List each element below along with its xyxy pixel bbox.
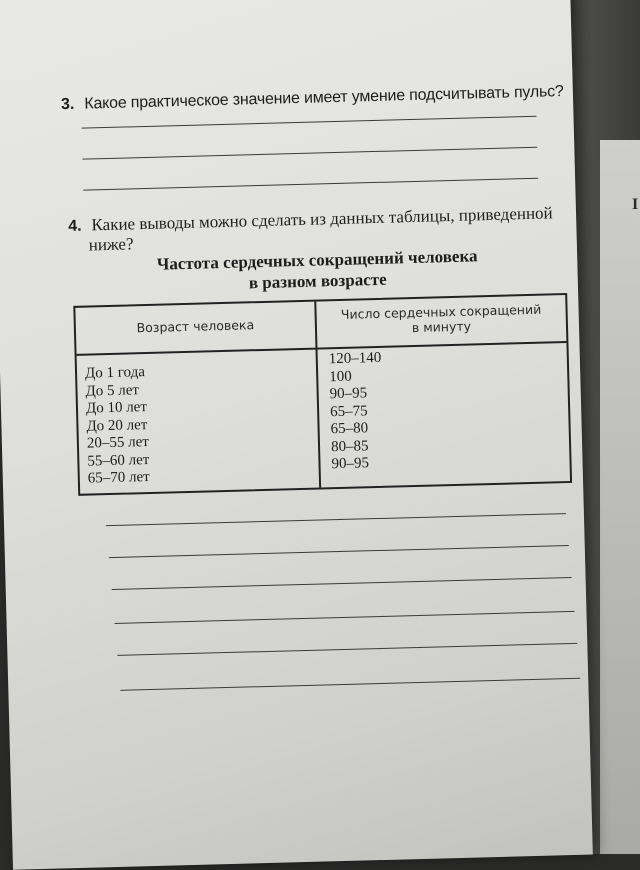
age-list — [85, 360, 308, 488]
table-title-line-2: в разном возрасте — [248, 269, 387, 293]
column-header-age: Возраст человека — [136, 317, 255, 336]
age-cell: 20–55 лет — [86, 433, 150, 452]
question-number: 3. — [60, 95, 75, 114]
question-3 — [61, 83, 564, 114]
answer-line[interactable] — [106, 513, 566, 526]
rate-cell: 100 — [329, 368, 352, 385]
heart-rate-table — [73, 293, 572, 496]
question-text: Какие выводы можно сделать из данных таблицы, приведенной — [91, 203, 553, 235]
column-header-rate-line-1: Число сердечных сокращений — [340, 301, 542, 322]
answer-line[interactable] — [112, 577, 572, 590]
age-cell: До 10 лет — [85, 399, 148, 417]
question-4 — [68, 203, 553, 236]
answer-line[interactable] — [120, 678, 580, 691]
rate-cell: 65–75 — [329, 402, 368, 420]
answer-line[interactable] — [115, 611, 575, 624]
table-title — [137, 245, 498, 296]
age-cell: До 20 лет — [86, 416, 148, 435]
rate-cell: 80–85 — [330, 437, 369, 455]
question-text-continued: ниже? — [88, 234, 134, 255]
next-page-letter: I — [632, 196, 639, 213]
table-title-line-1: Частота сердечных сокращений человека — [156, 246, 478, 274]
answer-line[interactable] — [82, 116, 537, 129]
rate-cell: 120–140 — [328, 349, 382, 368]
answer-line[interactable] — [83, 178, 538, 191]
next-page-edge — [600, 140, 640, 854]
age-cell: До 1 года — [84, 364, 146, 382]
column-header-rate-line-2: в минуту — [411, 318, 472, 336]
age-cell: До 5 лет — [85, 381, 140, 400]
rate-cell: 65–80 — [330, 420, 369, 438]
answer-line[interactable] — [82, 147, 537, 160]
rate-cell: 90–95 — [329, 385, 368, 403]
question-text: Какое практическое значение имеет умение подсчитывать пульс? — [84, 83, 564, 113]
answer-line[interactable] — [109, 545, 569, 558]
rate-list — [329, 346, 552, 474]
column-header-rate — [316, 301, 566, 338]
answer-line[interactable] — [117, 643, 577, 656]
question-number: 4. — [67, 217, 82, 236]
rate-cell: 90–95 — [331, 455, 370, 473]
age-cell: 65–70 лет — [87, 468, 150, 487]
age-cell: 55–60 лет — [87, 451, 150, 470]
